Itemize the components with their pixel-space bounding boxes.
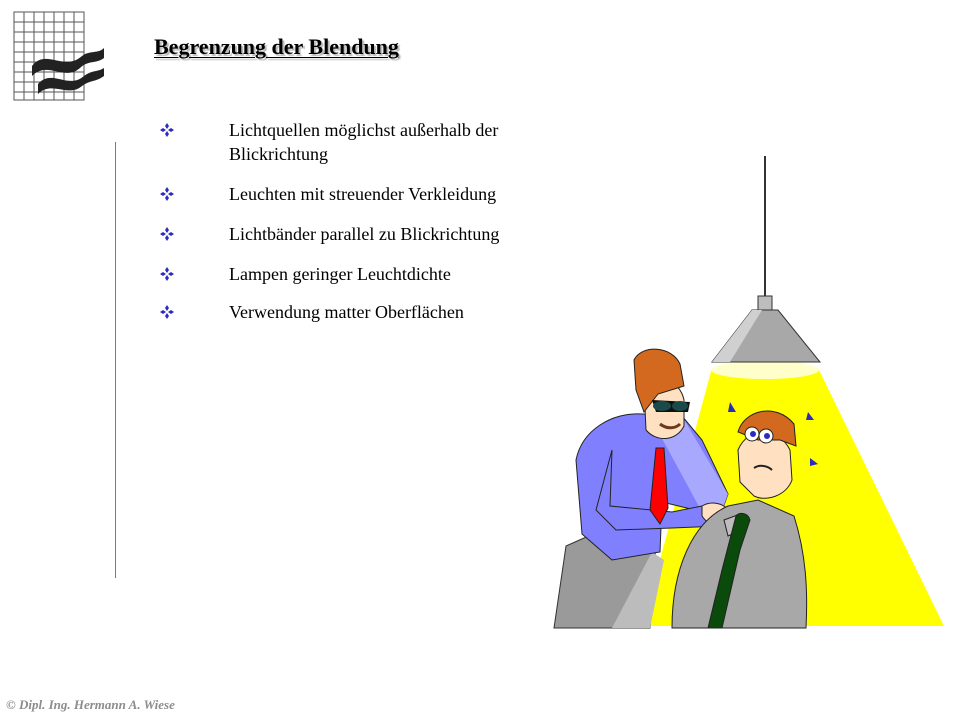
slide-title: Begrenzung der Blendung	[154, 34, 399, 59]
divider-line	[115, 142, 116, 578]
list-item	[160, 300, 540, 324]
bullet-text: Lichtquellen möglichst außerhalb der Blickrichtung	[229, 120, 499, 164]
list-item	[160, 222, 540, 246]
glare-illustration	[552, 150, 944, 630]
bullet-diamond-icon	[160, 123, 174, 137]
bullet-diamond-icon	[160, 187, 174, 201]
bullet-text: Lichtbänder parallel zu Blickrichtung	[229, 224, 500, 244]
copyright-footer: © Dipl. Ing. Hermann A. Wiese	[6, 697, 175, 712]
bullet-diamond-icon	[160, 305, 174, 319]
bullet-list	[160, 118, 540, 338]
lamp-glow	[711, 361, 819, 379]
bullet-text: Verwendung matter Oberflächen	[229, 302, 464, 322]
logo-icon	[12, 10, 108, 106]
list-item	[160, 182, 540, 206]
list-item	[160, 262, 540, 286]
bullet-diamond-icon	[160, 227, 174, 241]
list-item	[160, 118, 540, 166]
bullet-text: Lampen geringer Leuchtdichte	[229, 264, 451, 284]
lamp-socket	[758, 296, 772, 310]
bullet-diamond-icon	[160, 267, 174, 281]
bullet-text: Leuchten mit streuender Verkleidung	[229, 184, 497, 204]
